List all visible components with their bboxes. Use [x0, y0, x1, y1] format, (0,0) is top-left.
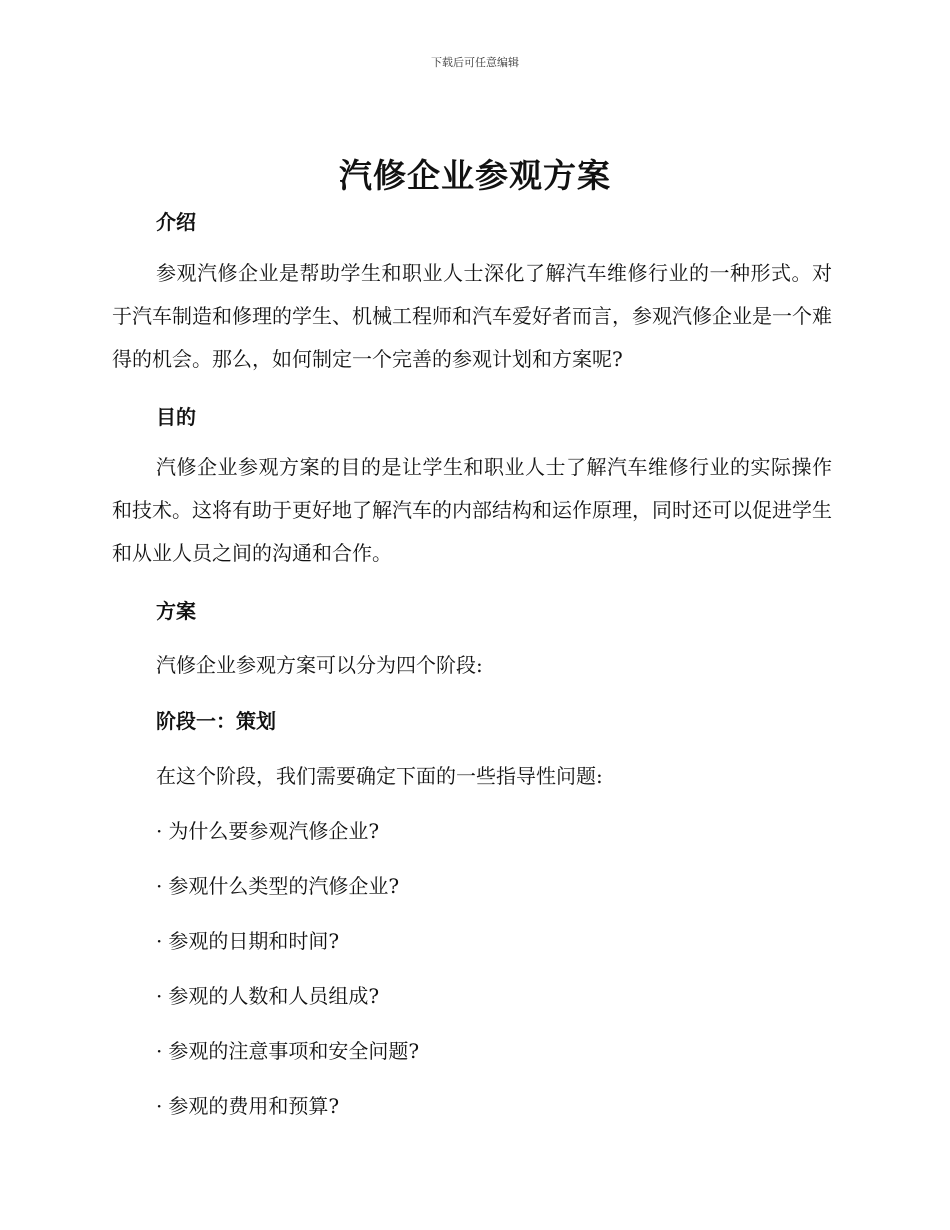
purpose-heading: 目的 [156, 405, 196, 429]
plan-intro-block [112, 649, 832, 678]
document-title: 汽修企业参观方案 [339, 156, 611, 195]
bullet-dot: · [156, 819, 163, 843]
stage1-block [112, 705, 832, 734]
plan-section [112, 595, 832, 624]
bullet-dot: · [156, 1094, 163, 1118]
intro-section [112, 206, 832, 235]
intro-paragraph-block [112, 252, 832, 381]
question-text: 为什么要参观汽修企业? [168, 819, 380, 843]
plan-intro: 汽修企业参观方案可以分为四个阶段: [156, 653, 483, 677]
question-text: 参观的费用和预算? [168, 1094, 340, 1118]
question-list-item [112, 1035, 832, 1064]
purpose-paragraph: 汽修企业参观方案的目的是让学生和职业人士了解汽车维修行业的实际操作和技术。这将有助于更好地了解汽车的内部结构和运作原理，同时还可以促进学生和从业人员之间的沟通和合作。 [112, 455, 832, 565]
question-list-item [112, 980, 832, 1009]
intro-heading: 介绍 [156, 210, 196, 234]
question-text: 参观什么类型的汽修企业? [168, 874, 400, 898]
question-list-item [112, 925, 832, 954]
bullet-dot: · [156, 1039, 163, 1063]
stage1-intro: 在这个阶段，我们需要确定下面的一些指导性问题: [156, 764, 603, 788]
bullet-dot: · [156, 984, 163, 1008]
purpose-section [112, 401, 832, 430]
question-list-item [112, 870, 832, 899]
bullet-dot: · [156, 929, 163, 953]
question-list-item [112, 815, 832, 844]
plan-heading: 方案 [156, 599, 196, 623]
stage1-intro-block [112, 760, 832, 789]
question-text: 参观的人数和人员组成? [168, 984, 380, 1008]
question-text: 参观的注意事项和安全问题? [168, 1039, 420, 1063]
question-list-item [112, 1090, 832, 1119]
question-text: 参观的日期和时间? [168, 929, 340, 953]
stage1-heading: 阶段一：策划 [156, 709, 276, 733]
page-header-note: 下载后可任意编辑 [431, 56, 519, 69]
purpose-paragraph-block [112, 446, 832, 575]
bullet-dot: · [156, 874, 163, 898]
intro-paragraph: 参观汽修企业是帮助学生和职业人士深化了解汽车维修行业的一种形式。对于汽车制造和修理的学生、机械工程师和汽车爱好者而言，参观汽修企业是一个难得的机会。那么，如何制定一个完善的参观计划和方案呢? [112, 261, 832, 371]
